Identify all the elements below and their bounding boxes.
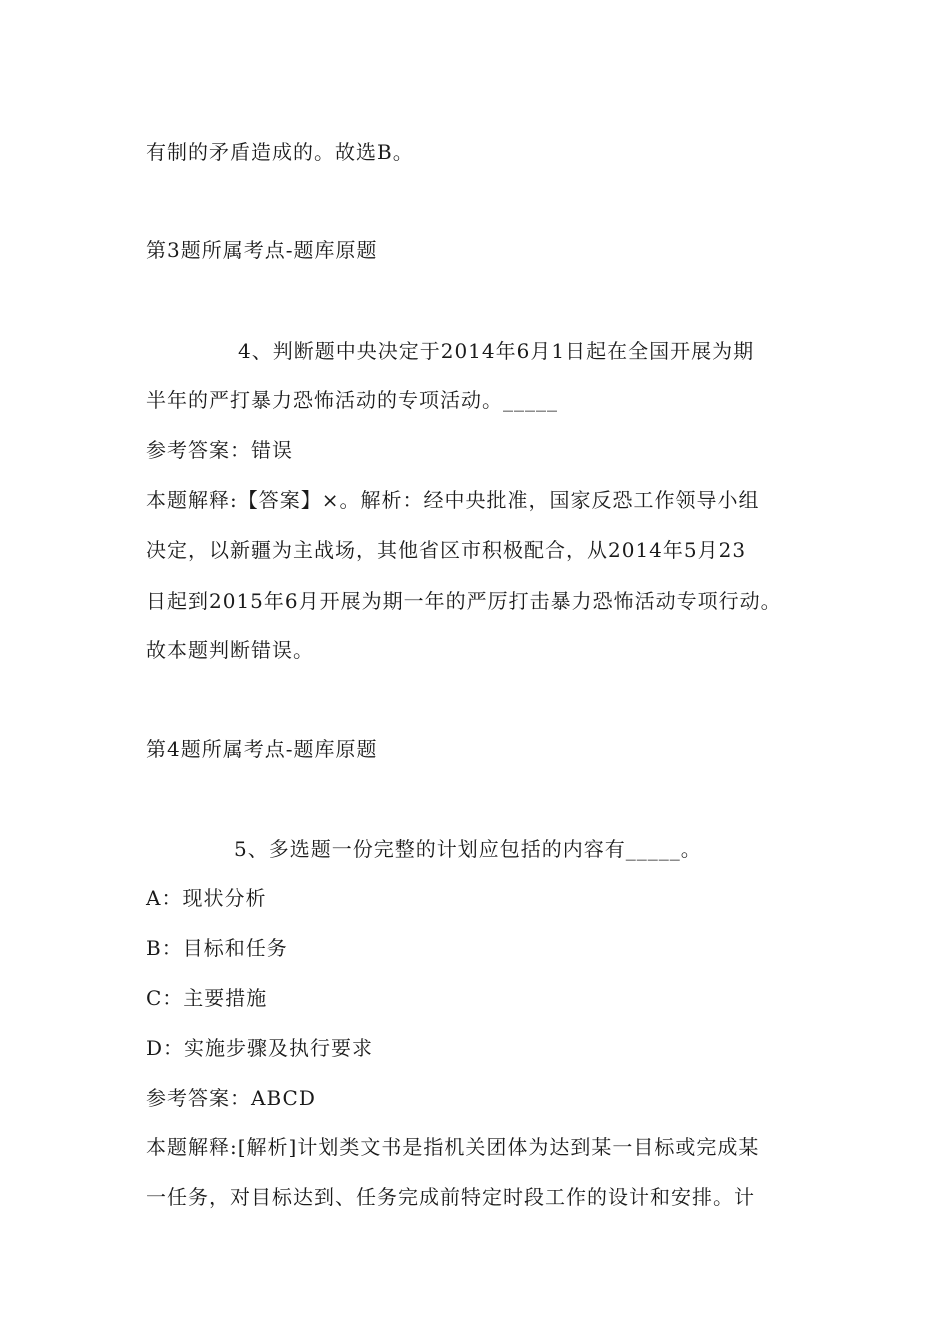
explanation-line: 本题解释:【答案】×。解析：经中央批准，国家反恐工作领导小组 xyxy=(146,488,760,512)
section-heading: 第3题所属考点-题库原题 xyxy=(146,238,378,262)
explanation-line: 故本题判断错误。 xyxy=(146,638,314,662)
option-a: A：现状分析 xyxy=(146,886,267,910)
question-4-title: 4、判断题中央决定于2014年6月1日起在全国开展为期 xyxy=(238,339,755,363)
text-line: 半年的严打暴力恐怖活动的专项活动。_____ xyxy=(146,388,558,412)
explanation-line: 决定，以新疆为主战场，其他省区市积极配合，从2014年5月23 xyxy=(146,538,747,562)
reference-answer: 参考答案：ABCD xyxy=(146,1086,316,1110)
section-heading: 第4题所属考点-题库原题 xyxy=(146,737,378,761)
explanation-line: 日起到2015年6月开展为期一年的严厉打击暴力恐怖活动专项行动。 xyxy=(146,589,782,613)
option-d: D：实施步骤及执行要求 xyxy=(146,1036,374,1060)
explanation-line: 一任务，对目标达到、任务完成前特定时段工作的设计和安排。计 xyxy=(146,1185,755,1209)
text-line: 有制的矛盾造成的。故选B。 xyxy=(146,140,414,164)
option-c: C：主要措施 xyxy=(146,986,268,1010)
question-5-title: 5、多选题一份完整的计划应包括的内容有_____。 xyxy=(234,837,702,861)
explanation-line: 本题解释:[解析]计划类文书是指机关团体为达到某一目标或完成某 xyxy=(146,1135,760,1159)
option-b: B：目标和任务 xyxy=(146,936,288,960)
reference-answer: 参考答案：错误 xyxy=(146,438,293,462)
